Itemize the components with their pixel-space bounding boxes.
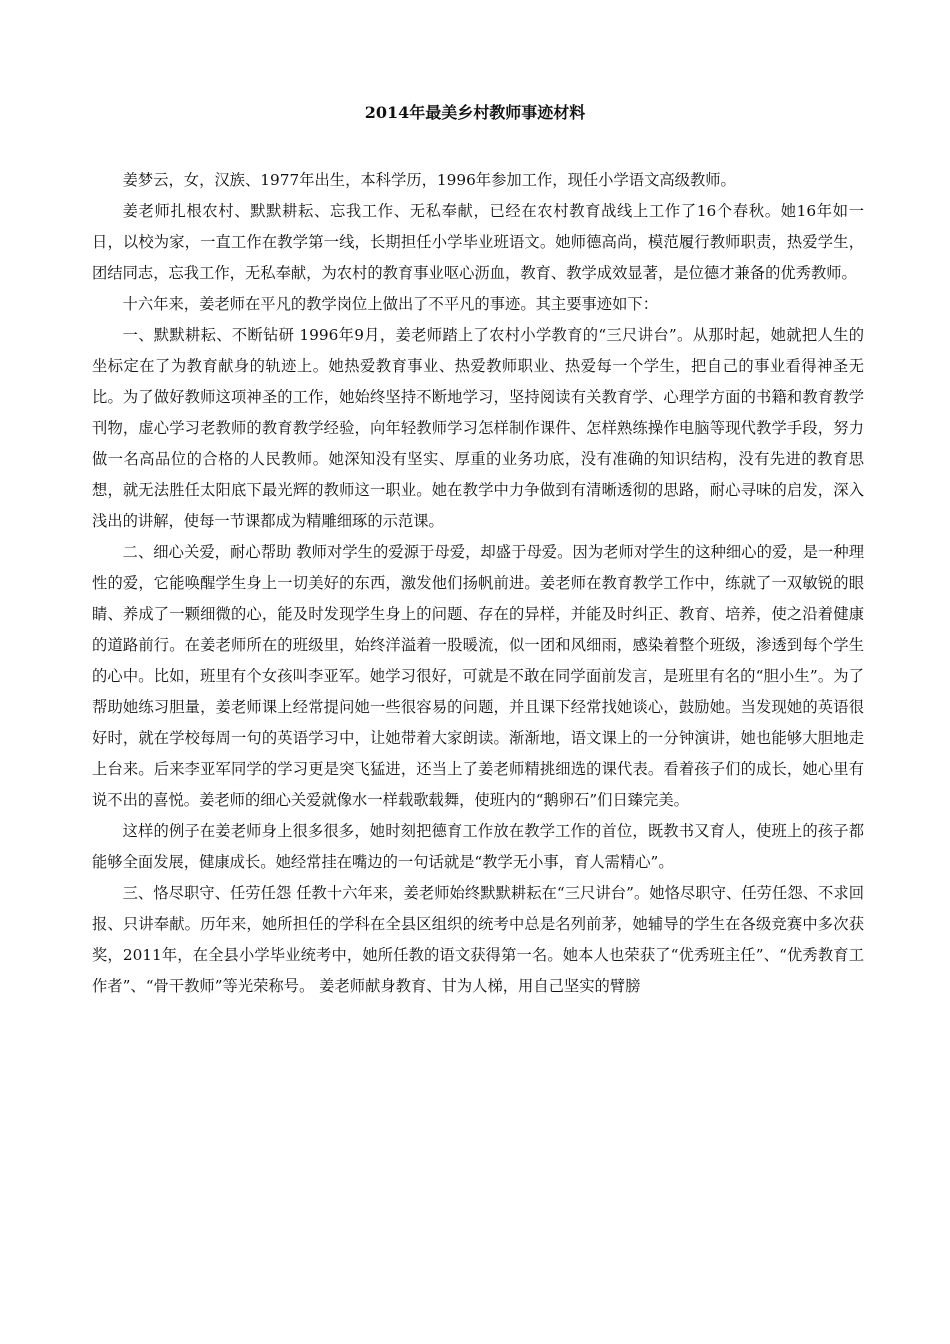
paragraph-section-3: 三、恪尽职守、任劳任怨 任教十六年来，姜老师始终默默耕耘在“三尺讲台”。她恪尽职守、任劳任怨、不求回报、只讲奉献。历年来，她所担任的学科在全县区组织的统考中总是名列前茅，她辅导的学生在各级竞赛中多次获奖，2011年，在全县小学毕业统考中，她所任教的语文获得第一名。她本人也荣获了“优秀班主任”、“优秀教育工作者”、“骨干教师”等光荣称号。 姜老师献身教育、甘为人梯，用自己坚实的臂膀 <box>92 884 864 995</box>
paragraph-examples: 这样的例子在姜老师身上很多很多，她时刻把德育工作放在教学工作的首位，既教书又育人，使班上的孩子都能够全面发展，健康成长。她经常挂在嘴边的一句话就是“教学无小事，育人需精心”。 <box>92 822 864 871</box>
paragraph-overview: 姜老师扎根农村、默默耕耘、忘我工作、无私奉献，已经在农村教育战线上工作了16个春秋。她16年如一日，以校为家，一直工作在教学第一线，长期担任小学毕业班语文。她师德高尚，模范履行教师职责，热爱学生，团结同志，忘我工作，无私奉献，为农村的教育事业呕心沥血，教育、教学成效显著，是位德才兼备的优秀教师。 <box>92 202 864 282</box>
paragraph-section-2: 二、细心关爱，耐心帮助 教师对学生的爱源于母爱，却盛于母爱。因为老师对学生的这种细心的爱，是一种理性的爱，它能唤醒学生身上一切美好的东西，激发他们扬帆前进。姜老师在教育教学工作中，练就了一双敏锐的眼睛、养成了一颗细微的心，能及时发现学生身上的问题、存在的异样，并能及时纠正、教育、培养，使之沿着健康的道路前行。在姜老师所在的班级里，始终洋溢着一股暖流，似一团和风细雨，感染着整个班级，渗透到每个学生的心中。比如，班里有个女孩叫李亚军。她学习很好，可就是不敢在同学面前发言，是班里有名的“胆小生”。为了帮助她练习胆量，姜老师课上经常提问她一些很容易的问题，并且课下经常找她谈心，鼓励她。当发现她的英语很好时，就在学校每周一句的英语学习中，让她带着大家朗读。渐渐地，语文课上的一分钟演讲，她也能够大胆地走上台来。后来李亚军同学的学习更是突飞猛进，还当上了姜老师精挑细选的课代表。看着孩子们的成长，她心里有说不出的喜悦。姜老师的细心关爱就像水一样载歌载舞，使班内的“鹅卵石”们日臻完美。 <box>92 543 864 809</box>
paragraph-intro: 姜梦云，女，汉族、1977年出生，本科学历，1996年参加工作，现任小学语文高级教师。 <box>122 171 736 189</box>
paragraph-section-1: 一、默默耕耘、不断钻研 1996年9月，姜老师踏上了农村小学教育的“三尺讲台”。从那时起，她就把人生的坐标定在了为教育献身的轨迹上。她热爱教育事业、热爱教师职业、热爱每一个学生，把自己的事业看得神圣无比。为了做好教师这项神圣的工作，她始终坚持不断地学习，坚持阅读有关教育学、心理学方面的书籍和教育教学刊物，虚心学习老教师的教育教学经验，向年轻教师学习怎样制作课件、怎样熟练操作电脑等现代教学手段，努力做一名高品位的合格的人民教师。她深知没有坚实、厚重的业务功底，没有准确的知识结构，没有先进的教育思想，就无法胜任太阳底下最光辉的教师这一职业。她在教学中力争做到有清晰透彻的思路，耐心寻味的启发，深入浅出的讲解，使每一节课都成为精雕细琢的示范课。 <box>92 326 864 530</box>
paragraph-summary: 十六年来，姜老师在平凡的教学岗位上做出了不平凡的事迹。其主要事迹如下： <box>122 295 658 313</box>
document-title: 2014年最美乡村教师事迹材料 <box>364 103 586 122</box>
document-body <box>92 165 864 1002</box>
